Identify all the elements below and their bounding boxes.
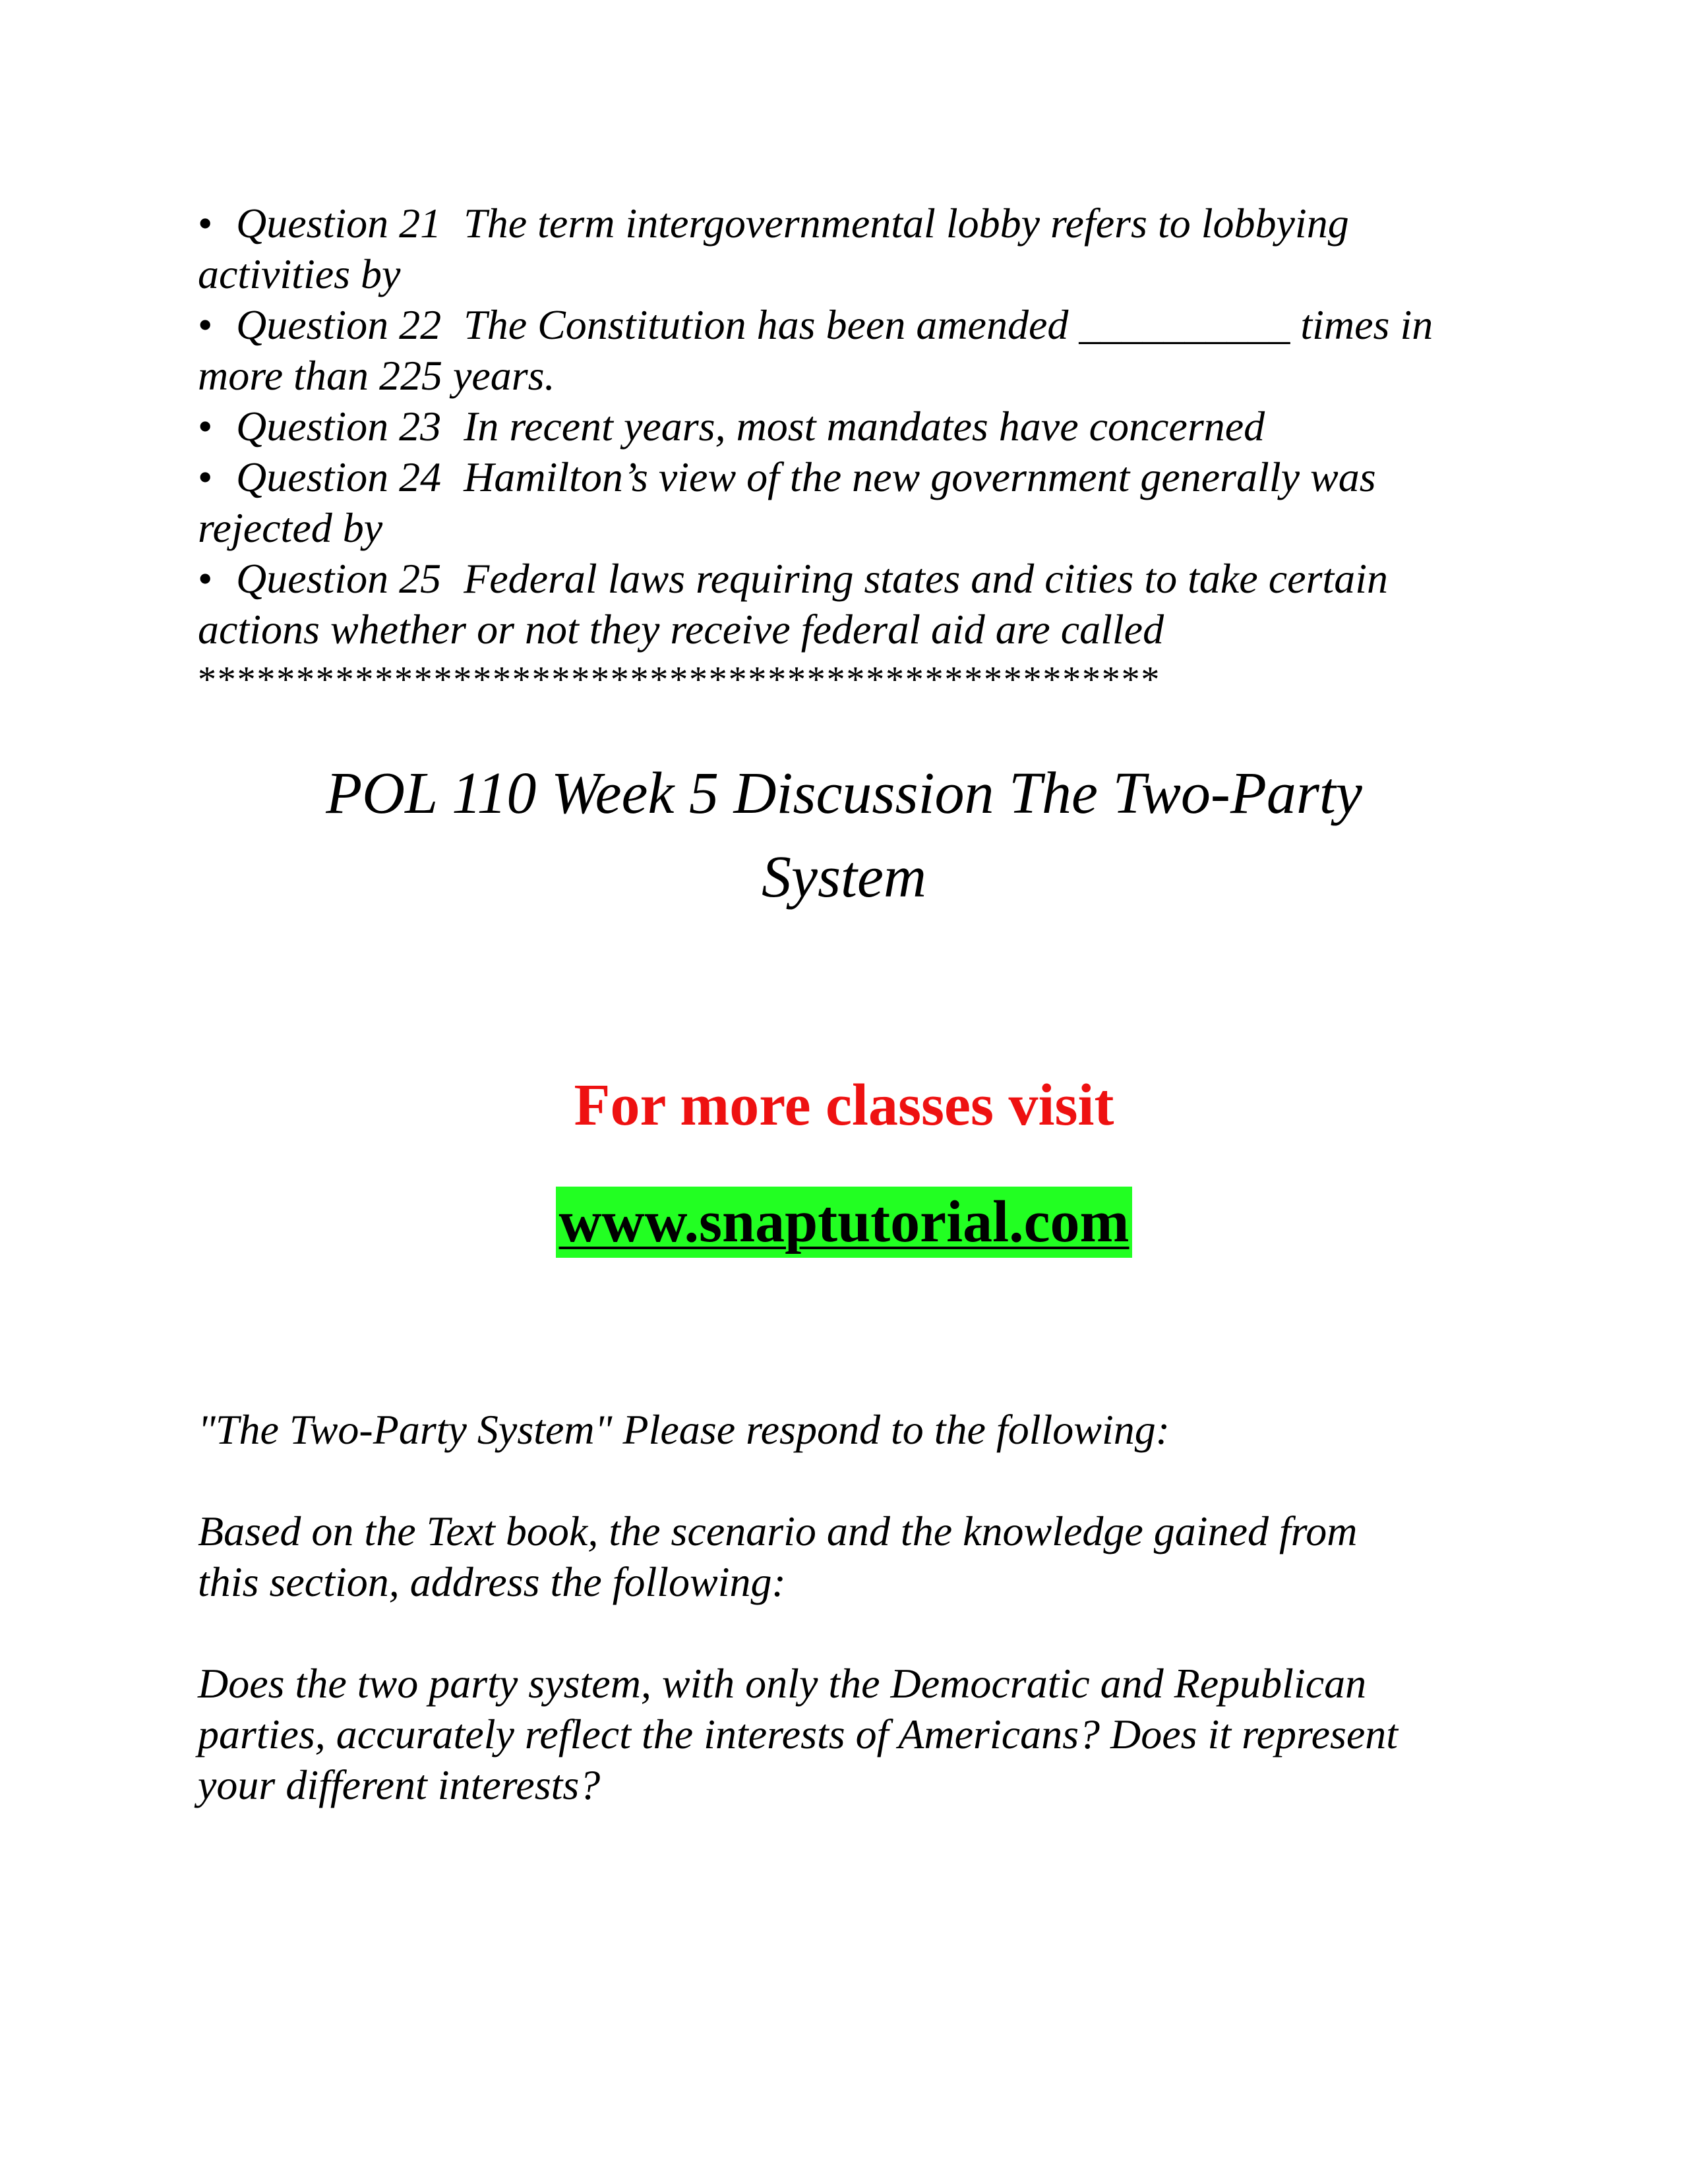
question-item (198, 401, 1503, 452)
page-title-line1: POL 110 Week 5 Discussion The Two-Party (326, 761, 1362, 826)
question-line1: Does the two party system, with only the Democratic and Republican (198, 1660, 1367, 1707)
bullet-icon: • (198, 454, 213, 500)
question-text-continued: activities by (198, 251, 401, 297)
question-number: Question 24 (236, 454, 442, 500)
question-item (198, 553, 1503, 655)
question-list (198, 198, 1503, 655)
separator-line: ************************************************* (198, 659, 1161, 700)
question-text: The Constitution has been amended __________ times in (464, 301, 1433, 348)
discussion-instructions (198, 1506, 1503, 1607)
bullet-icon: • (198, 403, 213, 450)
instructions-line1: Based on the Text book, the scenario and the knowledge gained from (198, 1508, 1358, 1554)
question-text-continued: rejected by (198, 504, 383, 551)
question-text: The term intergovernmental lobby refers to lobbying (464, 200, 1349, 247)
question-number: Question 22 (236, 301, 442, 348)
page-title-line2: System (762, 844, 926, 910)
discussion-prompt: "The Two-Party System" Please respond to the following: (198, 1406, 1170, 1453)
question-text: Hamilton’s view of the new government generally was (464, 454, 1376, 500)
question-text: Federal laws requiring states and cities to take certain (464, 555, 1388, 602)
instructions-line2: this section, address the following: (198, 1558, 786, 1605)
question-number: Question 25 (236, 555, 442, 602)
bullet-icon: • (198, 301, 213, 348)
question-text-continued: actions whether or not they receive federal aid are called (198, 606, 1164, 653)
question-list-section (198, 198, 1503, 699)
question-line3: your different interests? (198, 1761, 601, 1808)
bullet-icon: • (198, 555, 213, 602)
question-number: Question 23 (236, 403, 442, 450)
website-link[interactable]: www.snaptutorial.com (556, 1187, 1131, 1258)
page-title (0, 752, 1688, 919)
promo-text: For more classes visit (574, 1073, 1114, 1138)
question-text-continued: more than 225 years. (198, 352, 555, 399)
question-item (198, 198, 1503, 299)
bullet-icon: • (198, 200, 213, 247)
discussion-question (198, 1658, 1503, 1810)
discussion-body (198, 1404, 1503, 1861)
question-item (198, 452, 1503, 553)
question-line2: parties, accurately reflect the interests of Americans? Does it represent (198, 1711, 1399, 1757)
question-number: Question 21 (236, 200, 442, 247)
question-item (198, 299, 1503, 401)
question-text: In recent years, most mandates have concerned (464, 403, 1265, 450)
promo-link-wrap (0, 1187, 1688, 1258)
